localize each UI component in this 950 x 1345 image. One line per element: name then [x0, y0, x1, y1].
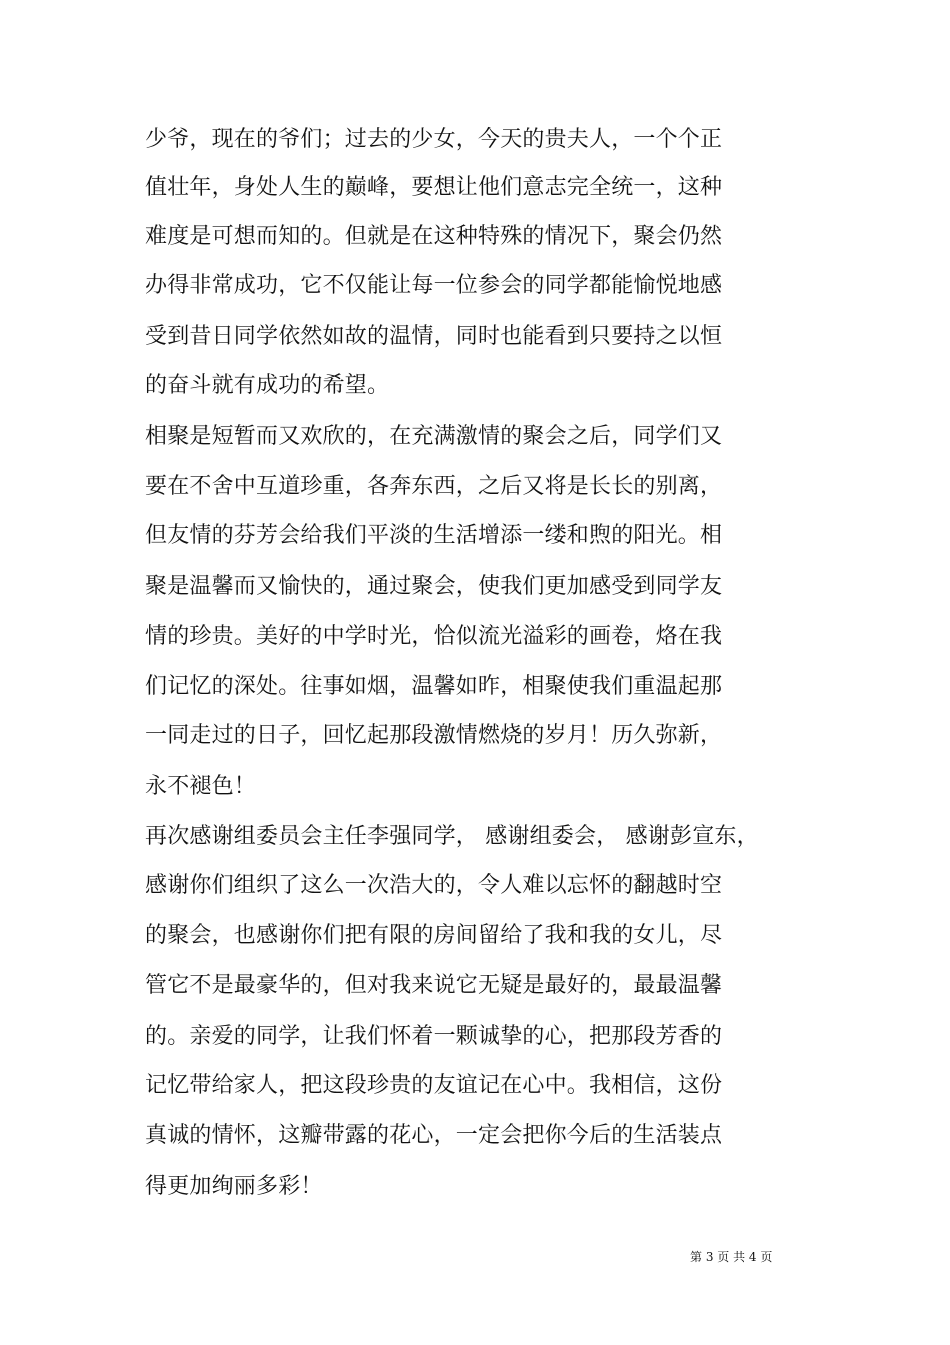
text-line: 受到昔日同学依然如故的温情，同时也能看到只要持之以恒 [145, 324, 723, 349]
text-line: 感谢你们组织了这么一次浩大的，令人难以忘怀的翻越时空 [145, 873, 723, 898]
page-number: 第 3 页 共 4 页 [690, 1250, 773, 1264]
text-line: 情的珍贵。美好的中学时光，恰似流光溢彩的画卷，烙在我 [145, 624, 723, 649]
text-line: 但友情的芬芳会给我们平淡的生活增添一缕和煦的阳光。相 [145, 523, 723, 548]
text-line: 永不褪色！ [145, 774, 257, 799]
text-line: 聚是温馨而又愉快的，通过聚会，使我们更加感受到同学友 [145, 574, 723, 599]
text-line: 的。亲爱的同学，让我们怀着一颗诚挚的心，把那段芳香的 [145, 1024, 723, 1049]
text-line: 得更加绚丽多彩！ [145, 1174, 323, 1199]
text-line: 难度是可想而知的。但就是在这种特殊的情况下，聚会仍然 [145, 224, 723, 249]
text-line: 管它不是最豪华的，但对我来说它无疑是最好的，最最温馨 [145, 973, 723, 998]
text-line: 相聚是短暂而又欢欣的，在充满激情的聚会之后，同学们又 [145, 424, 723, 449]
text-line: 真诚的情怀，这瓣带露的花心，一定会把你今后的生活装点 [145, 1123, 723, 1148]
text-line: 的奋斗就有成功的希望。 [145, 373, 390, 398]
text-line: 的聚会，也感谢你们把有限的房间留给了我和我的女儿，尽 [145, 923, 723, 948]
text-line: 们记忆的深处。往事如烟，温馨如昨，相聚使我们重温起那 [145, 674, 723, 699]
text-line: 记忆带给家人，把这段珍贵的友谊记在心中。我相信，这份 [145, 1073, 723, 1098]
text-line: 要在不舍中互道珍重，各奔东西，之后又将是长长的别离， [145, 474, 723, 499]
text-line: 再次感谢组委员会主任李强同学， 感谢组委会， 感谢彭宣东， [145, 824, 759, 849]
text-line: 值壮年，身处人生的巅峰，要想让他们意志完全统一，这种 [145, 175, 723, 200]
text-line: 办得非常成功，它不仅能让每一位参会的同学都能愉悦地感 [145, 273, 723, 298]
text-line: 少爷，现在的爷们；过去的少女，今天的贵夫人，一个个正 [145, 127, 723, 152]
text-line: 一同走过的日子，回忆起那段激情燃烧的岁月！历久弥新， [145, 723, 723, 748]
